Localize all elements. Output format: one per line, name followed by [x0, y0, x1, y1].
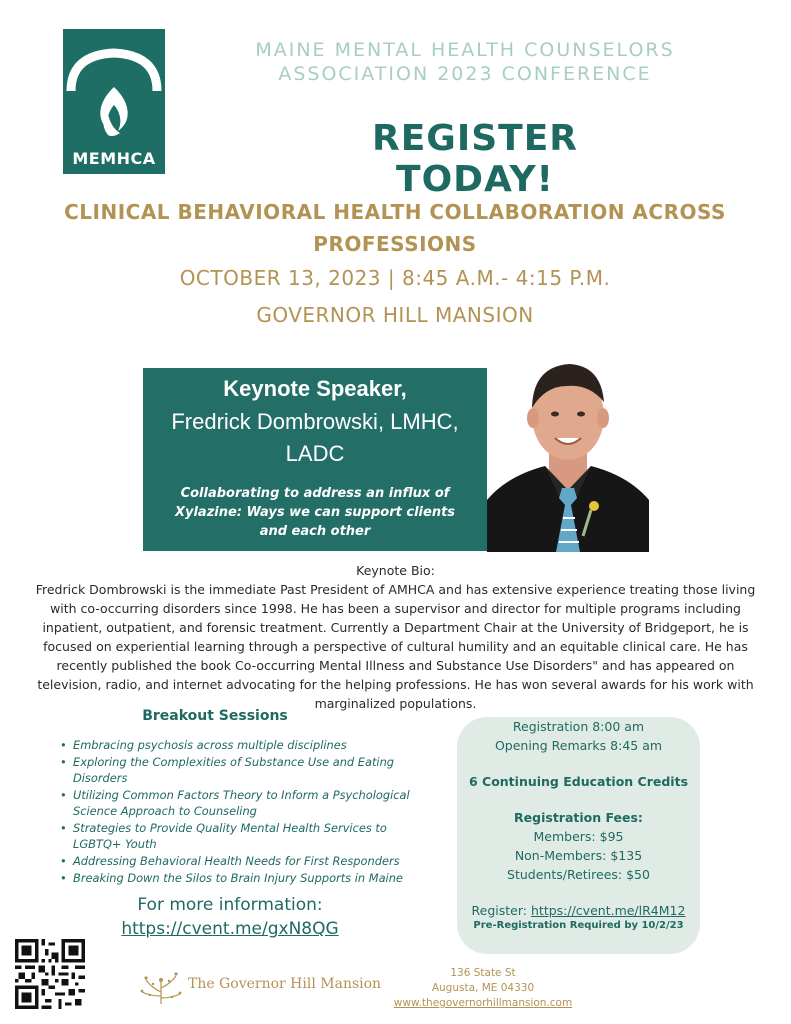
event-date: OCTOBER 13, 2023 | 8:45 A.M.- 4:15 P.M. [179, 266, 611, 290]
breakout-list [58, 737, 418, 887]
registration-time: Registration 8:00 am [512, 719, 645, 734]
breakout-item: • Embracing psychosis across multiple disciplines [58, 737, 418, 753]
venue-address [380, 966, 586, 1011]
speaker-photo [487, 358, 649, 552]
registration-panel [457, 717, 700, 954]
breakout-item: • Utilizing Common Factors Theory to Inform a Psychological Science Approach to Counseling [58, 787, 418, 819]
bio-heading: Keynote Bio: [356, 563, 435, 578]
fees-title: Registration Fees: [514, 810, 643, 825]
governor-hill-logo-text: The Governor Hill Mansion [188, 976, 382, 992]
fee-members: Members: $95 [533, 829, 624, 844]
keynote-talk-title: Collaborating to address an influx of Xylazine: Ways we can support clients and each other [174, 486, 456, 539]
breakout-item: • Breaking Down the Silos to Brain Injury Supports in Maine [58, 870, 418, 886]
theme-line2: PROFESSIONS [313, 232, 477, 256]
logo-text: MEMHCA [72, 149, 156, 168]
address-city: Augusta, ME 04330 [431, 982, 535, 994]
branch-icon [138, 962, 184, 1006]
memhca-logo [63, 29, 165, 174]
more-info-link[interactable]: https://cvent.me/gxN8QG [121, 919, 339, 939]
conference-title-line2: ASSOCIATION 2023 CONFERENCE [278, 63, 652, 85]
breakout-item: • Addressing Behavioral Health Needs for First Responders [58, 853, 418, 869]
ce-credits: 6 Continuing Education Credits [468, 774, 689, 789]
conference-title [200, 38, 730, 86]
keynote-name: Fredrick Dombrowski, LMHC, LADC [171, 409, 459, 466]
breakout-item: • Strategies to Provide Quality Mental Health Services to LGBTQ+ Youth [58, 820, 418, 852]
governor-hill-logo [138, 962, 382, 1006]
register-label: Register: [471, 903, 528, 918]
opening-remarks: Opening Remarks 8:45 am [494, 738, 663, 753]
bio-text: Fredrick Dombrowski is the immediate Past President of AMHCA and has extensive experience treating those living with co-occurring disorders since 1998. He has been a supervisor and director for multiple programs including inpatient, outpatient, and forensic treatment. Currently a Department Chair at the University of Bridgeport, he is focused on experiential learning through a perspective of cultural humility and an equitable clinical care. He has recently published the book Co-occurring Mental Illness and Substance Use Disorders" and has appeared on television, radio, and internet advocating for the helping professions. He has won several awards for his work with marginalized populations. [35, 582, 756, 711]
theme-line1: CLINICAL BEHAVIORAL HEALTH COLLABORATION ACROSS [64, 200, 726, 224]
register-today-heading: REGISTER TODAY! [371, 118, 579, 200]
venue-website-link[interactable]: www.thegovernorhillmansion.com [393, 997, 573, 1009]
fee-non-members: Non-Members: $135 [514, 848, 643, 863]
qr-code[interactable] [15, 939, 85, 1009]
breakout-title: Breakout Sessions [142, 708, 288, 724]
address-street: 136 State St [450, 967, 516, 979]
register-link[interactable]: https://cvent.me/lR4M12 [531, 903, 686, 918]
fee-students: Students/Retirees: $50 [507, 867, 650, 882]
keynote-label: Keynote Speaker, [223, 376, 407, 401]
pre-registration-deadline: Pre-Registration Required by 10/2/23 [473, 920, 684, 931]
keynote-box [143, 368, 487, 551]
event-venue: GOVERNOR HILL MANSION [256, 303, 534, 327]
conference-title-line1: MAINE MENTAL HEALTH COUNSELORS [255, 39, 675, 61]
register-line [457, 901, 700, 920]
more-info-label: For more information: [137, 895, 323, 915]
breakout-item: • Exploring the Complexities of Substance Use and Eating Disorders [58, 754, 418, 786]
conference-theme [40, 196, 750, 260]
